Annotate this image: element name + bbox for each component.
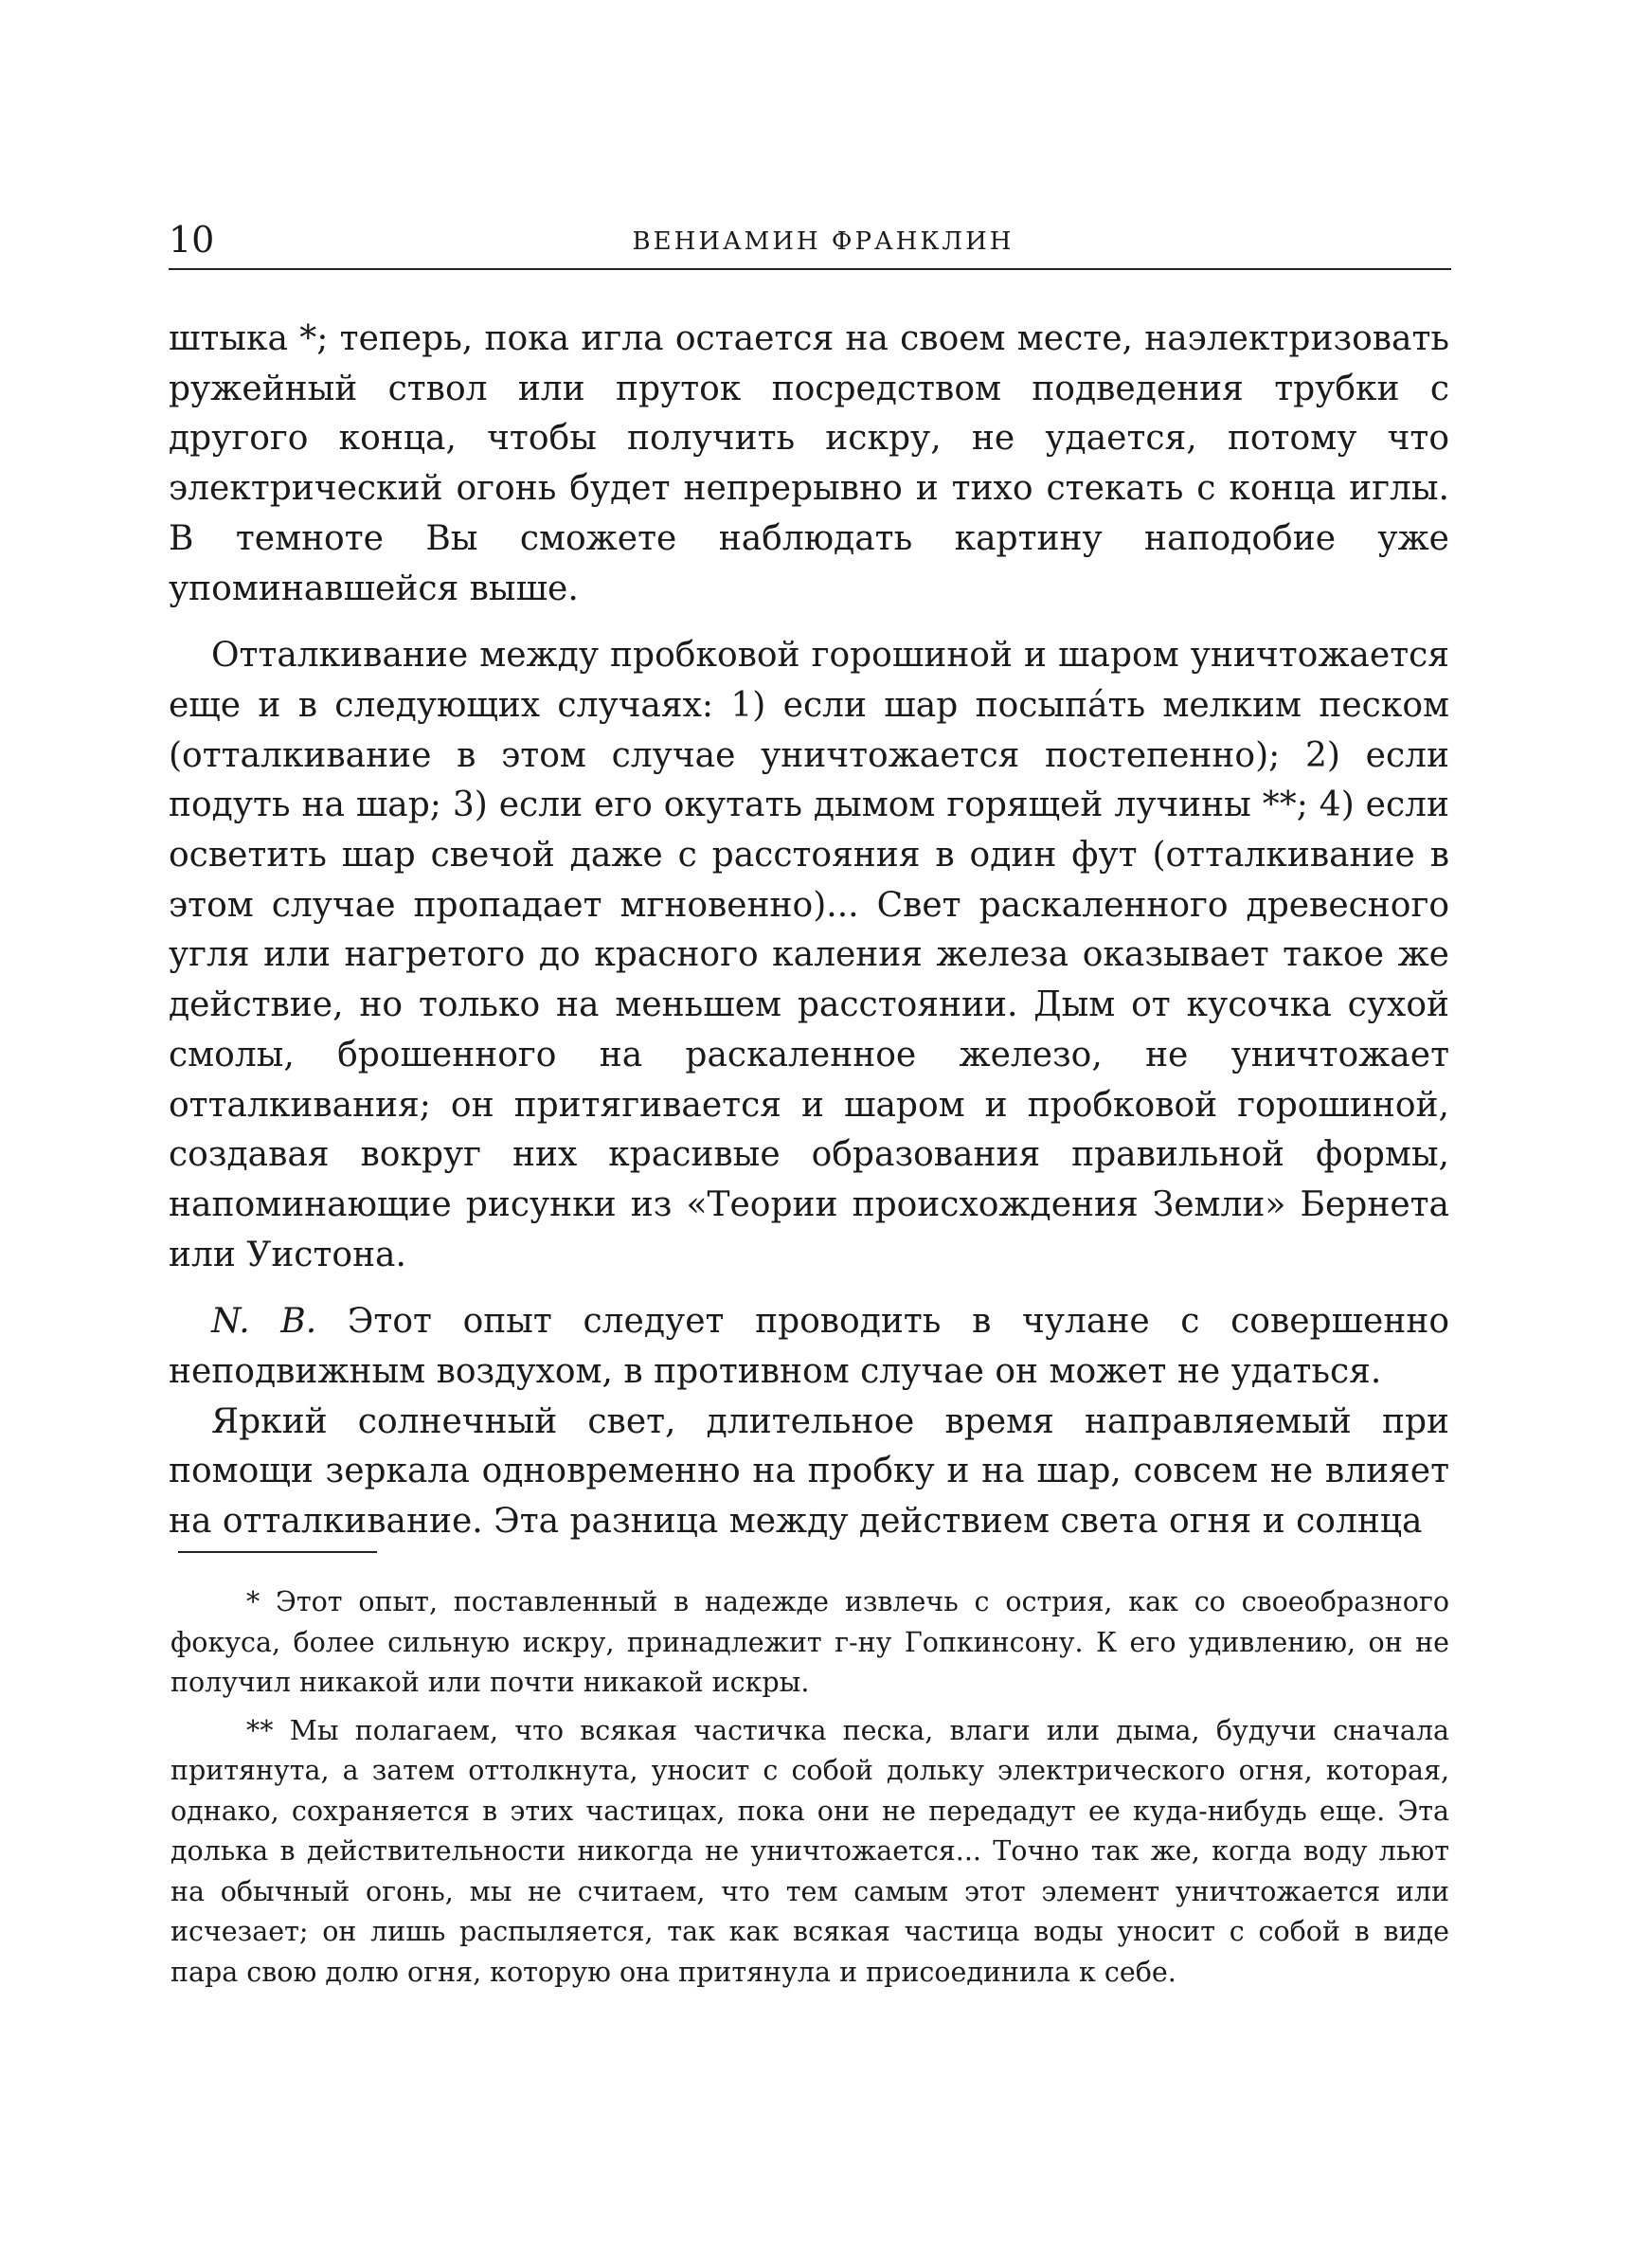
- paragraph-continuation: штыка *; теперь, пока игла остается на своем месте, наэлектризовать ружейный ствол или пруток посредством подведения трубки с другого конца, чтобы получить искру, не удается, потому что электрический огонь будет непрерывно и тихо стекать с конца иглы. В темноте Вы сможете наблюдать картину наподобие уже упоминавшейся выше.: [169, 319, 1449, 608]
- footnotes: [171, 1582, 1449, 1993]
- running-title: ВЕНИАМИН ФРАНКЛИН: [632, 227, 1015, 256]
- paragraph-repulsion: Отталкивание между пробковой горошиной и шаром уничтожается еще и в следующих случаях: 1) если шар посыпáть мелким песком (отталкивание в этом случае уничтожается постепенно); 2) если подуть на шар; 3) если его окутать дымом горящей лучины **; 4) если осветить шар свечой даже с расстояния в один фут (отталкивание в этом случае пропадает мгновенно)... Свет раскаленного древесного угля или нагретого до красного каления железа оказывает такое же действие, но только на меньшем расстоянии. Дым от кусочка сухой смолы, брошенного на раскаленное железо, не уничтожает отталкивания; он притягивается и шаром и пробковой горошиной, создавая вокруг них красивые образования правильной формы, напоминающие рисунки из «Теории происхождения Земли» Бернета или Уистона.: [169, 636, 1449, 1274]
- footnote-1: * Этот опыт, поставленный в надежде извлечь с острия, как со своеобразного фокуса, более сильную искру, принадлежит г-ну Гопкинсону. К его удивлению, он не получил никакой или почти никакой искры.: [171, 1586, 1449, 1698]
- nota-bene-text: Этот опыт следует проводить в чулане с совершенно неподвижным воздухом, в противном случае он может не удаться.: [169, 1302, 1450, 1392]
- paragraph-nota-bene: [169, 1297, 1449, 1397]
- footnote-divider: [178, 1551, 377, 1553]
- page-number: 10: [169, 219, 215, 261]
- nota-bene-label: N. B.: [211, 1302, 317, 1342]
- header-divider: [169, 268, 1451, 270]
- main-text: [169, 315, 1449, 1547]
- paragraph-sunlight: Яркий солнечный свет, длительное время направляемый при помощи зеркала одновременно на пробку и на шар, совсем не влияет на отталкивание. Эта разница между действием света огня и солнца: [169, 1401, 1449, 1542]
- footnote-2: ** Мы полагаем, что всякая частичка песка, влаги или дыма, будучи сначала притянута, а затем оттолкнута, уносит с собой дольку электрического огня, которая, однако, сохраняется в этих частицах, пока они не передадут ее куда-нибудь еще. Эта долька в действительности никогда не уничтожается... Точно так же, когда воду льют на обычный огонь, мы не считаем, что тем самым этот элемент уничтожается или исчезает; он лишь распыляется, так как всякая частица воды уносит с собой в виде пара свою долю огня, которую она притянула и присоединила к себе.: [171, 1714, 1449, 1988]
- page-header: [169, 216, 1449, 269]
